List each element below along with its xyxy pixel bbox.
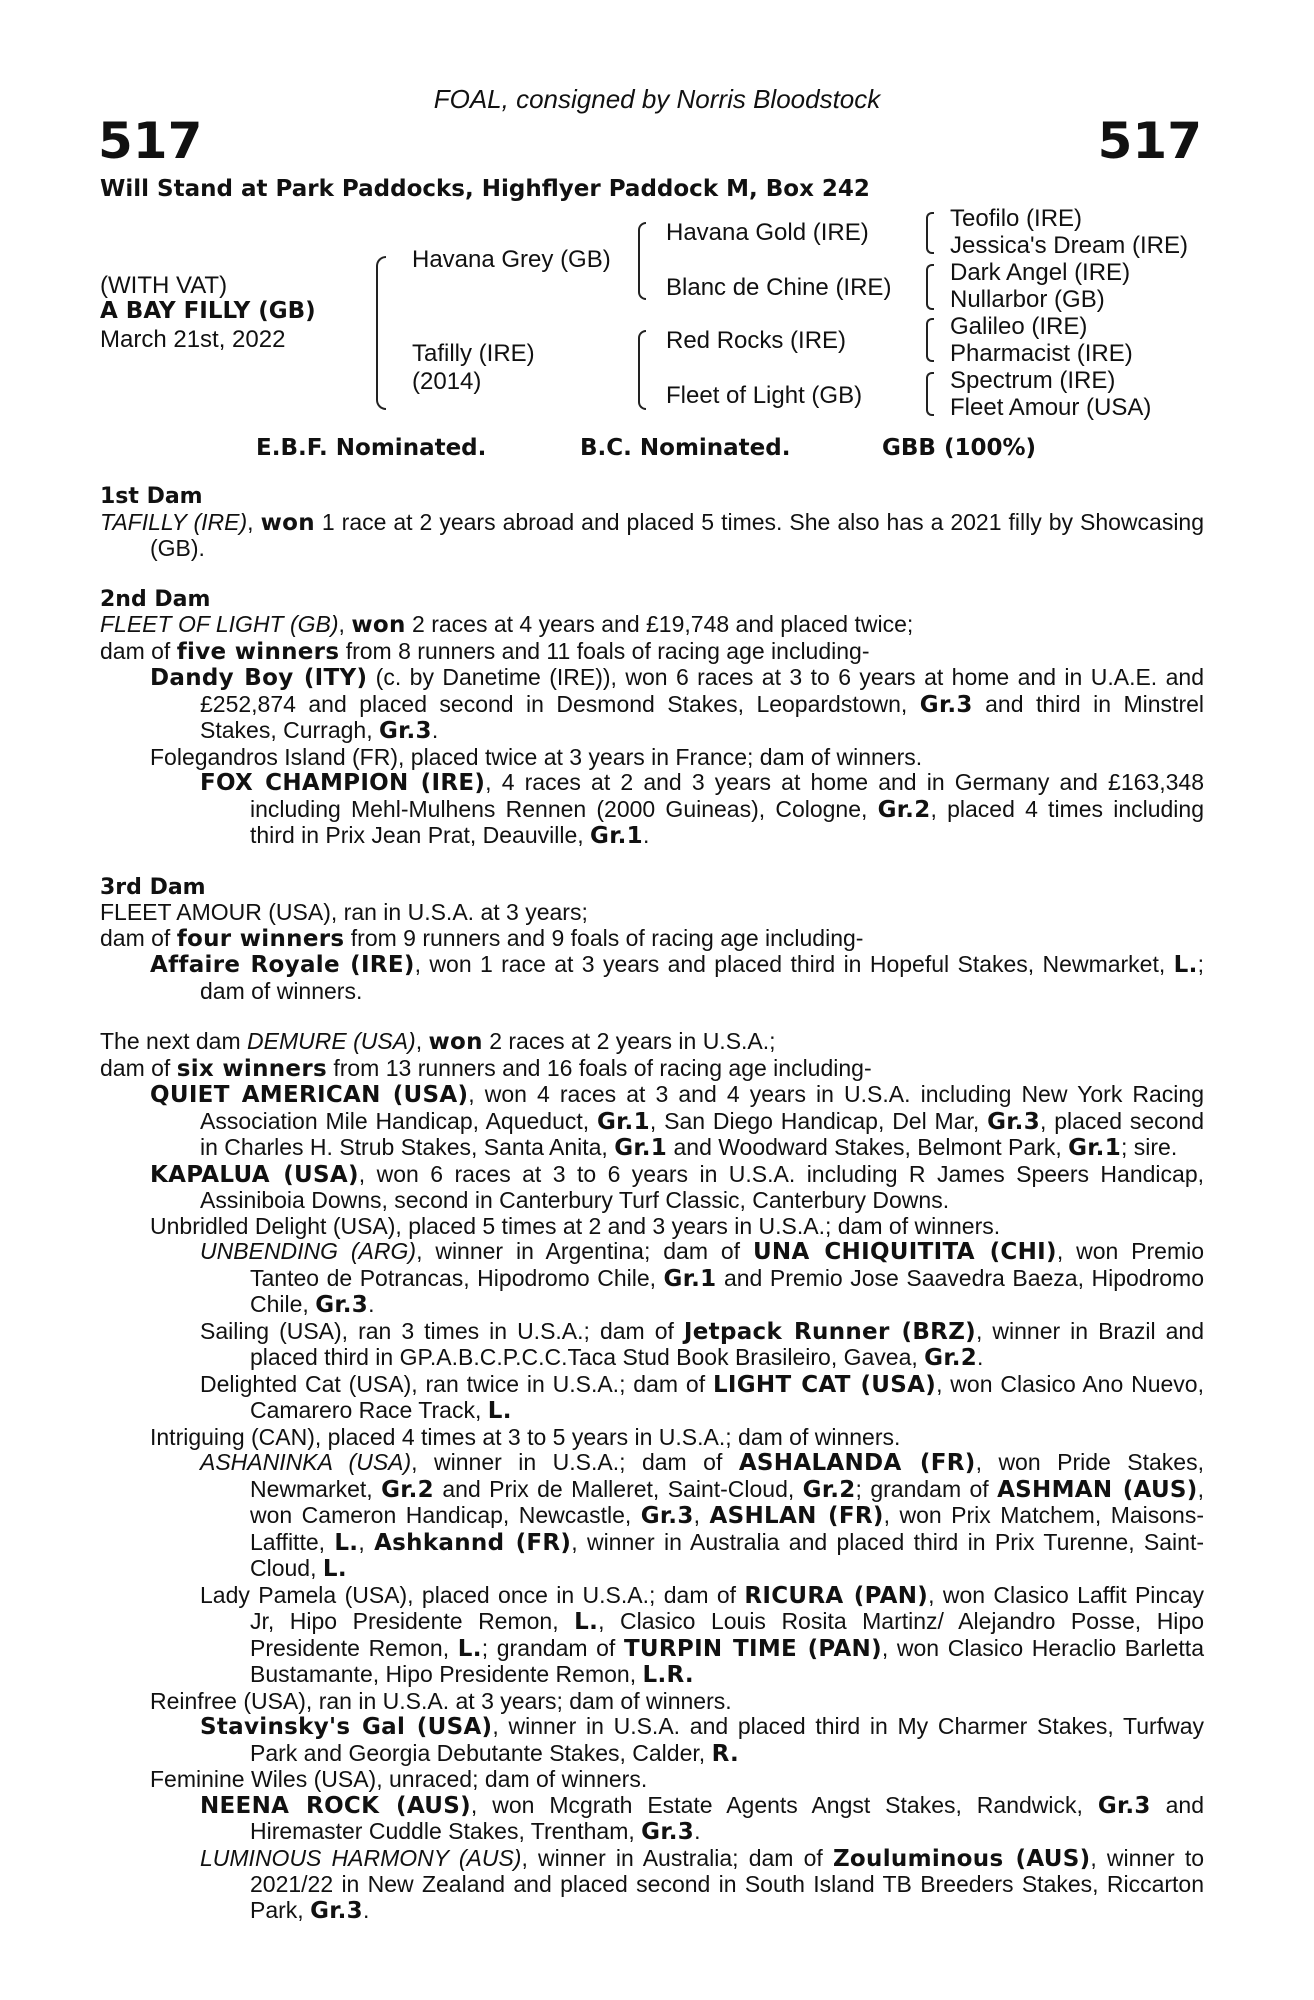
text: , won Prix Matchem, Maisons-Laffitte, [250,1502,1205,1555]
text: , winner in Australia; dam of [521,1844,833,1871]
grade: Gr.3 [310,1897,363,1924]
text: , [693,1502,710,1528]
pedigree-brace-3b [926,264,934,310]
horse-name: A BAY FILLY (GB) [100,298,316,324]
sire-name: Havana Grey (GB) [412,246,611,273]
horse-name: ASHALANDA (FR) [738,1450,976,1476]
third-dam-produce [100,926,1204,953]
text: , won Clasico Laffit Pincay Jr, Hipo Presidente Remon, [250,1581,1204,1634]
text: . [362,1896,370,1923]
text: , winner in Argentina; dam of [416,1238,753,1264]
won-label: won [260,509,315,536]
text: , winner in U.S.A. and placed third in My Charmer Stakes, Turfway Park and Georgia Debutante Stakes, Calder, [250,1713,1204,1766]
dam-year: (2014) [412,368,482,395]
text: , won 6 races at 3 to 6 years in U.S.A. including R James Speers Handicap, Assiniboia Downs, second in Canterbury Turf Classic, Canterbury Downs. [200,1160,1204,1213]
g3-5: Galileo (IRE) [950,313,1088,340]
delighted-cat-entry [100,1372,1204,1425]
second-dam-heading: 2nd Dam [100,586,211,612]
folegandros-entry: Folegandros Island (FR), placed twice at 3 years in France; dam of winners. [150,743,923,770]
dandy-boy-name: Dandy Boy (ITY) [150,665,368,691]
text: , won Mcgrath Estate Agents Angst Stakes, Randwick, [470,1791,1098,1818]
grade: Gr.3 [1097,1792,1151,1819]
text: , won Pride Stakes, Newmarket, [250,1449,1204,1502]
first-dam-entry: TAFILLY (IRE), won 1 race at 2 years abroad and placed 5 times. She also has a 2021 filly by Showcasing (GB). [100,508,1205,561]
winners-count: six winners [176,1055,327,1082]
pedigree-brace-2a [638,222,646,300]
horse-name: ASHLAN (FR) [709,1503,884,1529]
first-dam-heading: 1st Dam [100,484,203,509]
text: ; grandam of [855,1475,998,1502]
reinfree-entry: Reinfree (USA), ran in U.S.A. at 3 years; dam of winners. [150,1687,732,1714]
pedigree-brace-3c [926,318,934,362]
text: ; dam of winners. [200,951,1205,1004]
text: and Woodward Stakes, Belmont Park, [667,1134,1069,1160]
text: , Clasico Louis Rosita Martinz/ Alejandro Posse, Hipo Presidente Remon, [250,1608,1204,1661]
intriguing-entry: Intriguing (CAN), placed 4 times at 3 to 5 years in U.S.A.; dam of winners. [150,1423,901,1450]
next-dam-entry [100,1029,1204,1056]
sire-dam: Blanc de Chine (IRE) [666,274,892,301]
kapalua-name: KAPALUA (USA) [150,1161,359,1188]
text: . [642,822,650,848]
grade: Gr.1 [614,1135,668,1161]
text: , winner in Australia and placed third in Prix Turenne, Saint-Cloud, [250,1528,1205,1581]
g3-2: Jessica's Dream (IRE) [950,232,1188,259]
second-dam-text: 2 races at 4 years and £19,748 and placed twice; [405,611,914,637]
grade: Gr.1 [590,823,643,849]
grade: L. [487,1398,512,1424]
text: , winner in U.S.A.; dam of [411,1449,739,1475]
text: The next dam [100,1028,248,1054]
stavinskys-gal-name: Stavinsky's Gal (USA) [200,1714,493,1740]
next-dam-produce [100,1056,1204,1083]
g3-8: Fleet Amour (USA) [950,394,1152,421]
sailing-entry [100,1319,1204,1372]
grade: L. [457,1635,482,1662]
neena-rock-name: NEENA ROCK (AUS) [200,1792,471,1819]
consignment-line: FOAL, consigned by Norris Bloodstock [433,84,881,114]
next-dam-name: DEMURE (USA) [247,1028,416,1054]
dam-of: dam of [100,924,177,951]
winners-count: five winners [176,638,340,665]
catalogue-body [100,484,1204,1924]
text: , [358,1528,375,1555]
horse-name: Zouluminous (AUS) [832,1845,1091,1872]
bc-nominated: B.C. Nominated. [580,435,791,461]
affaire-royale-name: Affaire Royale (IRE) [150,952,415,978]
horse-name: Jetpack Runner (BRZ) [683,1318,976,1345]
luminous-harmony-entry [100,1846,1204,1925]
vat-note: (WITH VAT) [100,272,228,299]
kapalua-entry [100,1162,1204,1214]
neena-rock-entry [100,1793,1204,1846]
text: . [977,1344,984,1370]
third-dam-heading: 3rd Dam [100,874,206,900]
text: 2 races at 2 years in U.S.A.; [482,1028,776,1054]
grade: Gr.3 [987,1108,1040,1135]
text: Lady Pamela (USA), placed once in U.S.A.; dam of [200,1581,745,1608]
pedigree-brace-3d [926,372,934,416]
horse-name: LIGHT CAT (USA) [712,1371,937,1398]
text: Delighted Cat (USA), ran twice in U.S.A.; dam of [200,1370,713,1397]
text: and Prix de Malleret, Saint-Cloud, [433,1475,803,1502]
ashaninka-entry [100,1450,1204,1583]
text: , won Clasico Heraclio Barletta Bustamante, Hipo Presidente Remon, [250,1634,1204,1687]
grade: Gr.1 [1068,1135,1121,1161]
text: and Hiremaster Cuddle Stakes, Trentham, [250,1791,1205,1844]
text: . [694,1818,701,1844]
grade: L. [334,1529,359,1556]
ashaninka-name: ASHANINKA (USA) [200,1449,412,1475]
horse-name: RICURA (PAN) [744,1582,929,1609]
text: . [368,1291,375,1317]
sire-sire: Havana Gold (IRE) [666,219,869,246]
pedigree-brace-2b [638,330,646,410]
grade: Gr.3 [378,718,432,744]
g3-3: Dark Angel (IRE) [950,259,1131,286]
grade: Gr.2 [802,1476,856,1503]
text: and third in Minstrel Stakes, Curragh, [200,690,1205,743]
text: , won 4 races at 3 and 4 years in U.S.A. including New York Racing Association Mile Handicap, Aqueduct, [200,1081,1204,1134]
grade: R. [711,1740,740,1767]
text: , won Premio Tanteo de Potrancas, Hipodromo Chile, [250,1238,1205,1291]
g3-4: Nullarbor (GB) [950,286,1105,313]
quiet-american-name: QUIET AMERICAN (USA) [150,1082,469,1108]
quiet-american-entry [100,1082,1204,1162]
stavinskys-gal-entry [100,1714,1204,1767]
dam-sire: Red Rocks (IRE) [666,327,847,354]
horse-name: ASHMAN (AUS) [997,1476,1198,1503]
produce-summary: from 8 runners and 11 foals of racing age including- [339,637,870,664]
gbb-rating: GBB (100%) [882,435,1037,461]
text: , winner to 2021/22 in New Zealand and placed second in South Island TB Breeders Stakes, Riccarton Park, [250,1844,1205,1923]
grade: Gr.2 [877,796,931,823]
horse-name: UNA CHIQUITITA (CHI) [752,1239,1057,1265]
second-dam-name: FLEET OF LIGHT (GB) [100,611,339,637]
grade: L. [574,1609,599,1635]
dam-of: dam of [100,637,177,664]
dam-dam: Fleet of Light (GB) [666,382,863,409]
second-dam-entry: FLEET OF LIGHT (GB), won 2 races at 4 years and £19,748 and placed twice; [100,611,914,638]
grade: Gr.2 [381,1476,434,1503]
first-dam-text: 1 race at 2 years abroad and placed 5 times. She also has a 2021 filly by Showcasing (GB). [150,508,1205,561]
text: , winner in Brazil and placed third in GP.A.B.C.P.C.C.Taca Stud Book Brasileiro, Gavea, [250,1317,1205,1370]
g3-6: Pharmacist (IRE) [950,340,1133,367]
grade: Gr.3 [919,691,973,718]
grade: Gr.3 [641,1819,695,1845]
text: , won 1 race at 3 years and placed third in Hopeful Stakes, Newmarket, [414,951,1174,977]
grade: Gr.3 [640,1503,694,1529]
dandy-boy-entry [100,665,1204,745]
text: , placed second in Charles H. Strub Stakes, Santa Anita, [200,1107,1204,1160]
won-label: won [351,612,406,638]
horse-dob: March 21st, 2022 [100,326,286,353]
lot-number-right: 517 [1097,112,1202,170]
grade: Gr.3 [315,1292,369,1318]
text: , won Clasico Ano Nuevo, Camarero Race Track, [250,1370,1204,1423]
grade: Gr.1 [597,1108,650,1135]
second-dam-produce [100,639,1204,666]
third-dam-entry: FLEET AMOUR (USA), ran in U.S.A. at 3 years; [100,899,588,925]
winners-count: four winners [176,925,345,952]
grade: L. [322,1556,347,1582]
g3-1: Teofilo (IRE) [950,205,1083,232]
luminous-harmony-name: LUMINOUS HARMONY (AUS) [200,1844,522,1871]
lot-number-left: 517 [98,112,203,170]
stand-location: Will Stand at Park Paddocks, Highflyer Paddock M, Box 242 [100,176,870,202]
horse-name: Ashkannd (FR) [374,1529,572,1556]
unbending-entry [100,1239,1204,1319]
text: . [431,717,439,743]
pedigree-brace-1 [376,256,386,410]
grade: L.R. [642,1662,694,1688]
grade: Gr.2 [924,1345,978,1371]
text: and Premio Jose Saavedra Baeza, Hipodromo Chile, [250,1264,1204,1317]
text: , 4 races at 2 and 3 years at home and in Germany and £163,348 including Mehl-Mulhens Rennen (2000 Guineas), Cologne, [250,769,1204,822]
text: (c. by Danetime (IRE)), won 6 races at 3 to 6 years at home and in U.A.E. and £252,874 and placed second in Desmond Stakes, Leopardstown, [200,664,1204,717]
g3-7: Spectrum (IRE) [950,367,1116,394]
grade: L. [1173,952,1198,978]
feminine-wiles-entry: Feminine Wiles (USA), unraced; dam of winners. [150,1766,648,1792]
horse-name: TURPIN TIME (PAN) [623,1635,882,1662]
text: , San Diego Handicap, Del Mar, [649,1107,988,1134]
text: , placed 4 times including third in Prix Jean Prat, Deauville, [250,795,1204,848]
text: , [415,1028,429,1054]
first-dam-name: TAFILLY (IRE) [100,508,248,535]
dam-name: Tafilly (IRE) [412,340,535,367]
won-label: won [428,1029,483,1055]
lady-pamela-entry [100,1583,1204,1689]
fox-champion-entry [100,770,1204,850]
fox-champion-name: FOX CHAMPION (IRE) [200,770,486,796]
unbridled-delight-entry: Unbridled Delight (USA), placed 5 times at 2 and 3 years in U.S.A.; dam of winners. [150,1212,1001,1239]
unbending-name: UNBENDING (ARG) [200,1238,417,1264]
text: ; sire. [1121,1134,1178,1160]
dam-of: dam of [100,1054,177,1081]
produce-summary: from 13 runners and 16 foals of racing age including- [326,1054,872,1081]
text: , won Cameron Handicap, Newcastle, [250,1475,1204,1528]
affaire-royale-entry [100,952,1204,1004]
text: Sailing (USA), ran 3 times in U.S.A.; dam of [200,1317,684,1344]
produce-summary: from 9 runners and 9 foals of racing age including- [344,924,864,951]
ebf-nominated: E.B.F. Nominated. [256,435,487,461]
pedigree-brace-3a [926,212,934,254]
grade: Gr.1 [663,1265,717,1292]
text: ; grandam of [481,1634,624,1661]
